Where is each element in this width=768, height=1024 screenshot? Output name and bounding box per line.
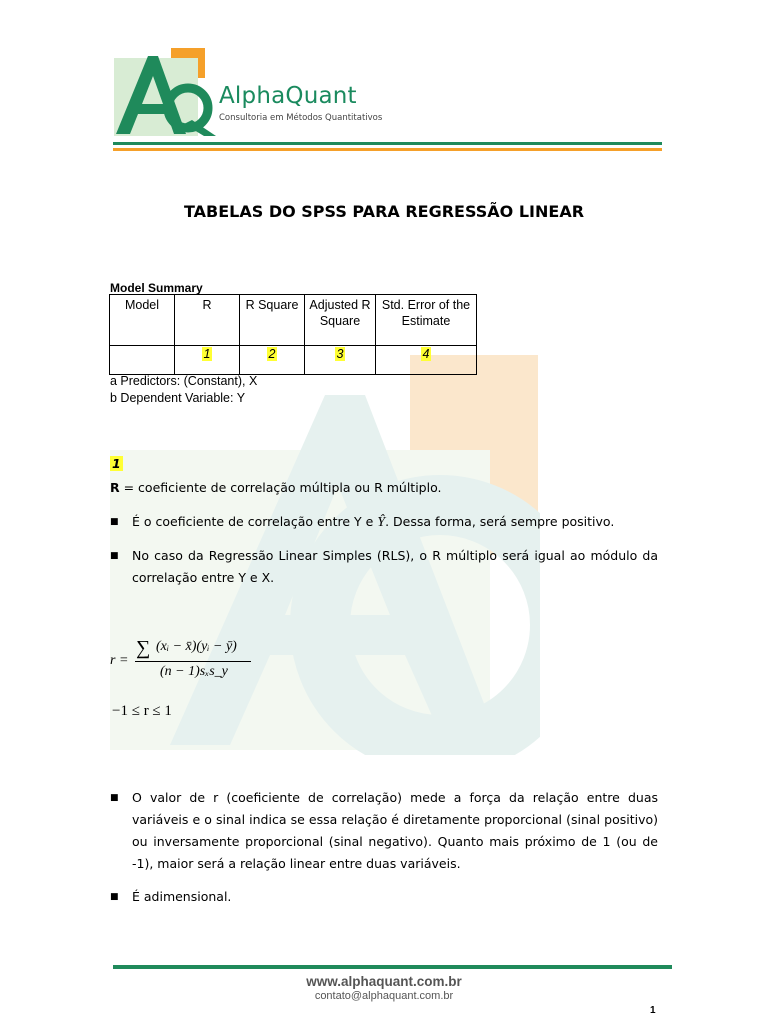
table-row bbox=[110, 346, 477, 375]
bullet-mark: ■ bbox=[110, 551, 119, 561]
table-cell bbox=[175, 346, 240, 375]
model-summary-label: Model Summary bbox=[110, 281, 203, 295]
column-header: R bbox=[175, 295, 240, 346]
formula-fraction-bar bbox=[135, 661, 251, 662]
column-header: R Square bbox=[240, 295, 305, 346]
bullet-text: O valor de r (coeficiente de correlação) mede a força da relação entre duas variáveis e o sinal indica se essa relação é diretamente proporcional (sinal positivo) ou inversamente proporcional (sinal negativo). Quanto mais próximo de 1 (ou de -1), maior será a relação linear entre duas variáveis. bbox=[132, 790, 658, 871]
footnote-dependent: b Dependent Variable: Y bbox=[110, 391, 246, 405]
highlight-marker: 2 bbox=[268, 347, 276, 361]
column-header: Model bbox=[110, 295, 175, 346]
section-number: 1 bbox=[112, 456, 121, 471]
definition-text: = coeficiente de correlação múltipla ou R múltiplo. bbox=[119, 480, 442, 495]
bullet-item bbox=[110, 511, 658, 534]
highlight-marker: 1 bbox=[203, 347, 211, 361]
bullet-mark: ■ bbox=[110, 793, 119, 803]
model-summary-table bbox=[109, 294, 477, 375]
definition-line bbox=[110, 477, 442, 499]
bullet-mark: ■ bbox=[110, 517, 119, 527]
column-header bbox=[305, 295, 376, 346]
bullet-item bbox=[110, 886, 658, 908]
bullet-text: É adimensional. bbox=[132, 889, 232, 904]
alphaquant-logo bbox=[112, 46, 222, 138]
table-cell bbox=[240, 346, 305, 375]
footnote-predictors: a Predictors: (Constant), X bbox=[110, 374, 258, 388]
table-header-row bbox=[110, 295, 477, 346]
header-rule-orange bbox=[113, 148, 662, 151]
footer-website-link[interactable]: www.alphaquant.com.br bbox=[306, 974, 462, 989]
bullet-text: É o coeficiente de correlação entre Y e bbox=[132, 514, 378, 529]
header-rule-green bbox=[113, 142, 662, 145]
column-header-text: Adjusted R Square bbox=[309, 298, 371, 328]
correlation-range: −1 ≤ r ≤ 1 bbox=[112, 703, 172, 719]
bullet-text: No caso da Regressão Linear Simples (RLS), o R múltiplo será igual ao módulo da correlação entre Y e X. bbox=[132, 548, 658, 585]
table-cell bbox=[376, 346, 477, 375]
column-header-text: Std. Error of the Estimate bbox=[381, 298, 471, 328]
definition-term: R bbox=[110, 480, 120, 495]
brand-tagline: Consultoria em Métodos Quantitativos bbox=[219, 113, 383, 123]
y-hat-symbol: Ŷ bbox=[377, 515, 386, 530]
bullet-item bbox=[110, 545, 658, 589]
footer-email-link[interactable]: contato@alphaquant.com.br bbox=[314, 990, 454, 1002]
column-header bbox=[376, 295, 477, 346]
footer-rule bbox=[113, 965, 672, 969]
brand-name: AlphaQuant bbox=[219, 83, 357, 109]
formula-lhs: r = bbox=[110, 653, 129, 668]
bullet-item bbox=[110, 787, 658, 875]
page-title: TABELAS DO SPSS PARA REGRESSÃO LINEAR bbox=[183, 202, 585, 221]
page-number: 1 bbox=[650, 1005, 656, 1016]
table-cell bbox=[110, 346, 175, 375]
highlight-marker: 4 bbox=[422, 347, 430, 361]
formula-numerator: (xᵢ − x̄)(yᵢ − ȳ) bbox=[156, 639, 237, 654]
formula-denominator: (n − 1)sₓs_y bbox=[160, 664, 228, 679]
bullet-text: . Dessa forma, será sempre positivo. bbox=[385, 514, 615, 529]
bullet-mark: ■ bbox=[110, 892, 119, 902]
highlight-marker: 3 bbox=[336, 347, 344, 361]
table-cell bbox=[305, 346, 376, 375]
formula-sum: ∑ bbox=[136, 637, 151, 659]
